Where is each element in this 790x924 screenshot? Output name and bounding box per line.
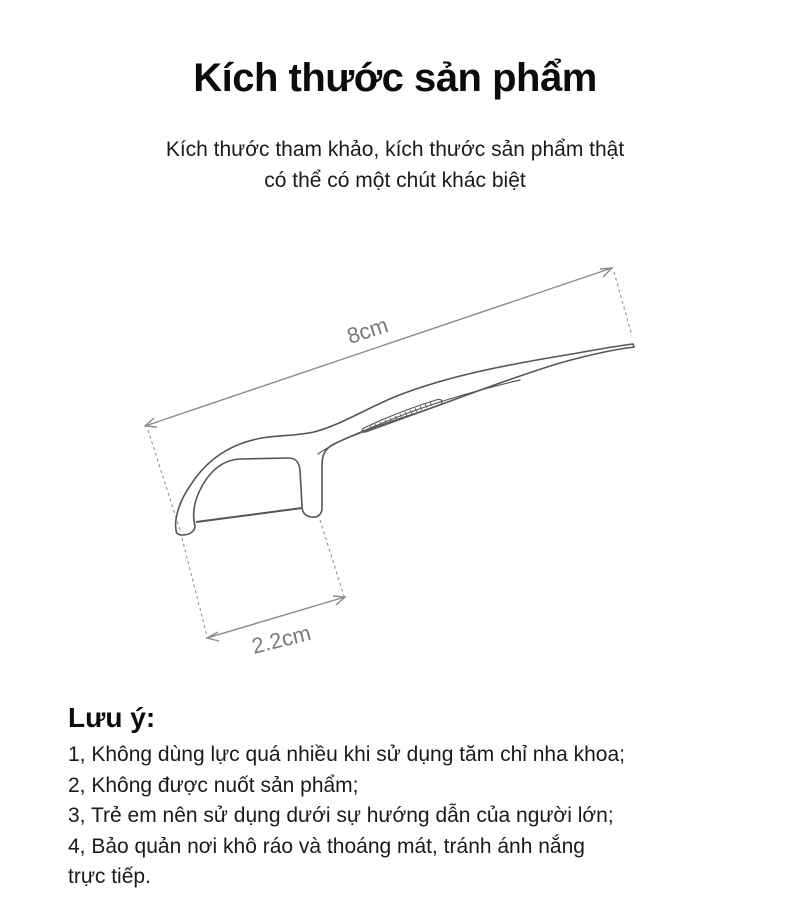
width-dimension: [182, 520, 345, 641]
notes-list: [68, 740, 768, 893]
width-label: 2.2cm: [249, 620, 314, 659]
length-extension-right: [614, 272, 632, 336]
notes-heading: Lưu ý:: [68, 702, 156, 733]
page-title: Kích thước sản phẩm: [193, 56, 597, 100]
handle-inner-contour: [318, 380, 520, 454]
floss-string: [196, 508, 302, 522]
page-subtitle: [0, 134, 790, 196]
note-item-4-continued: trực tiếp.: [68, 865, 151, 888]
note-item-2: 2, Không được nuốt sản phẩm;: [68, 773, 359, 797]
note-item-3: 3, Trẻ em nên sử dụng dưới sự hướng dẫn của người lớn;: [68, 804, 614, 827]
note-item-4: 4, Bảo quản nơi khô ráo và thoáng mát, tránh ánh nắng: [68, 834, 585, 858]
floss-pick-outline: [176, 344, 634, 535]
length-extension-left: [148, 430, 180, 530]
notes-section: [68, 702, 768, 893]
length-dimension-line: [145, 268, 612, 426]
subtitle-line-1: Kích thước tham khảo, kích thước sản phẩm thật: [165, 138, 625, 161]
floss-pick-body: [176, 344, 634, 535]
width-extension-left: [182, 538, 207, 636]
width-extension-right: [320, 520, 344, 596]
note-item-1: 1, Không dùng lực quá nhiều khi sử dụng tăm chỉ nha khoa;: [68, 743, 625, 766]
floss-pick-dimension-diagram: [0, 230, 790, 680]
subtitle-line-2: có thể có một chút khác biệt: [264, 169, 526, 192]
length-label: 8cm: [343, 312, 392, 349]
